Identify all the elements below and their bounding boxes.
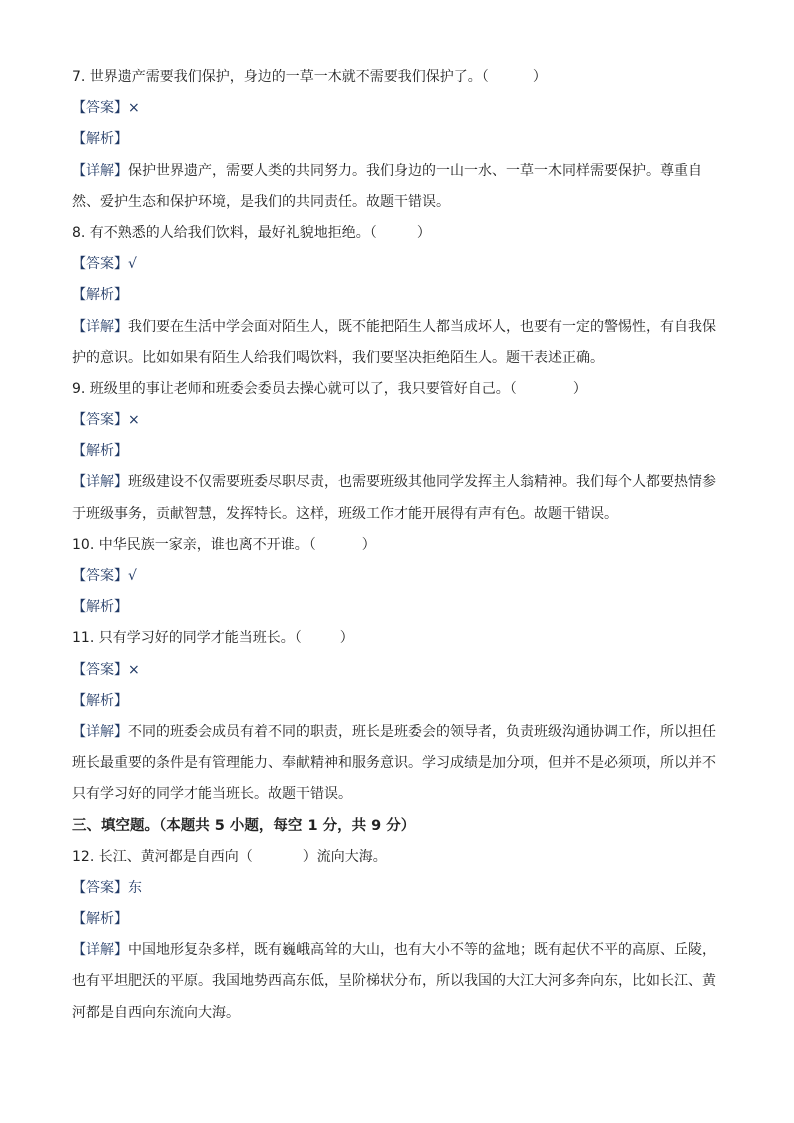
detail-9-line-2 — [72, 499, 722, 530]
analysis-tag: 【解析】 — [72, 692, 128, 709]
detail-12-line-1 — [72, 935, 722, 966]
detail-8-text-1: 我们要在生活中学会面对陌生人，既不能把陌生人都当成坏人，也要有一定的警惕性，有自我保 — [128, 318, 716, 335]
detail-11-text-3: 只有学习好的同学才能当班长。故题干错误。 — [72, 786, 352, 803]
answer-10 — [72, 561, 722, 592]
question-9-close: ） — [572, 380, 587, 397]
question-7 — [72, 62, 722, 93]
answer-12 — [72, 873, 722, 904]
answer-tag: 【答案】 — [72, 100, 128, 117]
analysis-tag: 【解析】 — [72, 131, 128, 148]
answer-tag: 【答案】 — [72, 661, 128, 678]
answer-10-value: √ — [128, 568, 137, 584]
detail-8-line-1 — [72, 312, 722, 343]
question-11-close: ） — [339, 630, 354, 647]
question-10 — [72, 530, 722, 561]
question-10-text: 10. 中华民族一家亲，谁也离不开谁。（ — [72, 536, 316, 553]
detail-12-line-3 — [72, 998, 722, 1029]
answer-11 — [72, 655, 722, 686]
detail-12-text-2: 也有平坦肥沃的平原。我国地势西高东低，呈阶梯状分布，所以我国的大江大河多奔向东，比如长江、黄 — [72, 973, 716, 990]
detail-9-line-1 — [72, 467, 722, 498]
analysis-7 — [72, 124, 722, 155]
detail-12-text-1: 中国地形复杂多样，既有巍峨高耸的大山，也有大小不等的盆地；既有起伏不平的高原、丘陵， — [128, 942, 716, 959]
analysis-12 — [72, 904, 722, 935]
question-9-text: 9. 班级里的事让老师和班委会委员去操心就可以了，我只要管好自己。（ — [72, 380, 517, 397]
answer-9 — [72, 405, 722, 436]
detail-11-line-3 — [72, 779, 722, 810]
detail-11-text-1: 不同的班委会成员有着不同的职责，班长是班委会的领导者，负责班级沟通协调工作，所以担任 — [128, 723, 716, 740]
detail-11-line-2 — [72, 748, 722, 779]
question-8-text: 8. 有不熟悉的人给我们饮料，最好礼貌地拒绝。（ — [72, 224, 377, 241]
detail-7-text-1: 保护世界遗产，需要人类的共同努力。我们身边的一山一水、一草一木同样需要保护。尊重自 — [128, 162, 702, 179]
detail-tag: 【详解】 — [72, 474, 128, 491]
detail-tag: 【详解】 — [72, 162, 128, 179]
section-3-heading — [72, 811, 722, 842]
answer-11-value: × — [128, 661, 140, 678]
analysis-8 — [72, 280, 722, 311]
question-8 — [72, 218, 722, 249]
detail-9-text-1: 班级建设不仅需要班委尽职尽责，也需要班级其他同学发挥主人翁精神。我们每个人都要热情参 — [128, 474, 716, 491]
detail-tag: 【详解】 — [72, 318, 128, 335]
answer-8-value: √ — [128, 256, 137, 273]
question-10-close: ） — [361, 536, 376, 553]
answer-tag: 【答案】 — [72, 568, 128, 584]
answer-7-value: × — [128, 100, 140, 117]
detail-7-line-1 — [72, 156, 722, 187]
detail-11-text-2: 班长最重要的条件是有管理能力、奉献精神和服务意识。学习成绩是加分项，但并不是必须项，所以并不 — [72, 755, 716, 772]
analysis-tag: 【解析】 — [72, 599, 128, 616]
question-11 — [72, 623, 722, 654]
answer-12-value: 东 — [128, 879, 142, 896]
answer-tag: 【答案】 — [72, 879, 128, 896]
analysis-10 — [72, 592, 722, 623]
question-9 — [72, 374, 722, 405]
detail-tag: 【详解】 — [72, 942, 128, 959]
question-11-text: 11. 只有学习好的同学才能当班长。（ — [72, 630, 302, 647]
analysis-9 — [72, 436, 722, 467]
detail-12-line-2 — [72, 966, 722, 997]
section-3-title: 三、填空题。（本题共 5 小题，每空 1 分，共 9 分） — [72, 817, 416, 834]
analysis-tag: 【解析】 — [72, 443, 128, 460]
detail-7-text-2: 然、爱护生态和保护环境，是我们的共同责任。故题干错误。 — [72, 193, 450, 210]
question-12-text: 12. 长江、黄河都是自西向（ — [72, 848, 253, 865]
detail-7-line-2 — [72, 187, 722, 218]
answer-tag: 【答案】 — [72, 256, 128, 273]
answer-9-value: × — [128, 412, 140, 429]
answer-tag: 【答案】 — [72, 412, 128, 429]
answer-8 — [72, 249, 722, 280]
answer-7 — [72, 93, 722, 124]
detail-8-text-2: 护的意识。比如如果有陌生人给我们喝饮料，我们要坚决拒绝陌生人。题干表述正确。 — [72, 349, 604, 366]
detail-8-line-2 — [72, 343, 722, 374]
question-8-close: ） — [416, 224, 431, 241]
question-7-text: 7. 世界遗产需要我们保护，身边的一草一木就不需要我们保护了。（ — [72, 69, 489, 85]
detail-9-text-2: 于班级事务，贡献智慧，发挥特长。这样，班级工作才能开展得有声有色。故题干错误。 — [72, 505, 618, 522]
document-page — [72, 62, 722, 1029]
detail-12-text-3: 河都是自西向东流向大海。 — [72, 1004, 240, 1021]
detail-11-line-1 — [72, 717, 722, 748]
analysis-tag: 【解析】 — [72, 287, 128, 304]
question-12 — [72, 842, 722, 873]
question-7-close: ） — [532, 69, 547, 85]
analysis-11 — [72, 686, 722, 717]
detail-tag: 【详解】 — [72, 723, 128, 740]
analysis-tag: 【解析】 — [72, 911, 128, 928]
question-12-close: ）流向大海。 — [302, 848, 387, 865]
